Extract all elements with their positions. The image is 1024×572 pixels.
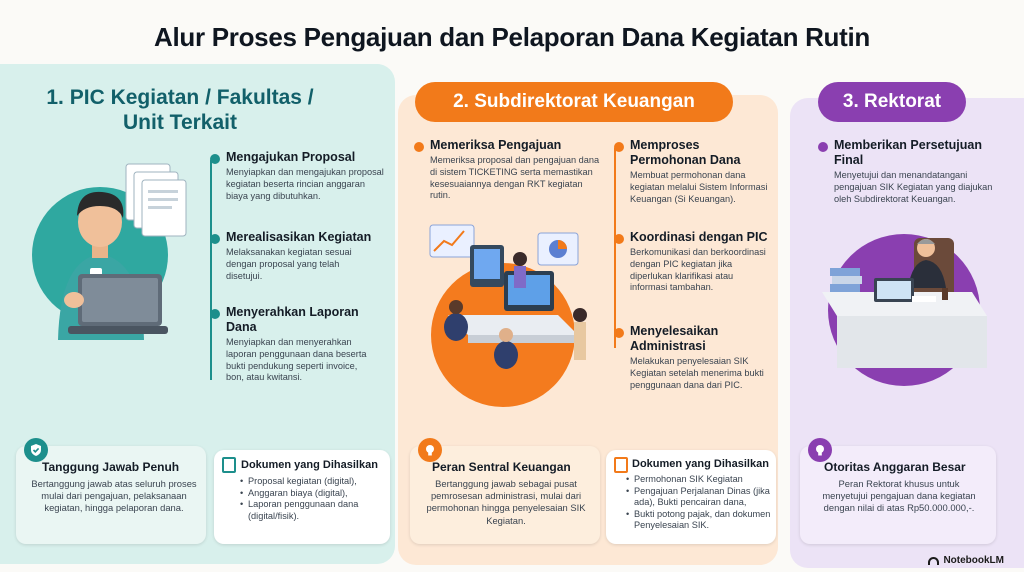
card-peran-sentral [410,446,600,544]
step-title: Memeriksa Pengajuan [430,138,562,152]
card-desc: Peran Rektorat khusus untuk menyetujui pengajuan dana kegiatan dengan nilai di atas Rp50.000.000,-. [822,478,976,514]
step-title: Menyerahkan Laporan Dana [226,305,359,334]
pic-timeline [210,160,212,380]
doc-list [240,476,386,522]
step-marker [210,154,220,164]
card-desc: Bertanggung jawab atas seluruh proses mulai dari pengajuan, pelaksanaan kegiatan, hingga pelaporan dana. [31,478,197,514]
step-marker [614,142,624,152]
document-icon [614,457,628,473]
rector-illustration [822,218,987,398]
doc-list [626,474,772,532]
rektorat-heading: 3. Rektorat [818,82,966,122]
step-desc: Menyetujui dan menandatangani pengajuan SIK Kegiatan yang diajukan oleh Subdirektorat Keuangan. [834,170,993,204]
card-title: Tanggung Jawab Penuh [42,460,180,474]
keuangan-timeline [614,148,616,348]
step-title: Merealisasikan Kegiatan [226,230,372,244]
step-title: Koordinasi dengan PIC [630,230,768,244]
pic-step-2 [226,230,376,282]
keuangan-heading: 2. Subdirektorat Keuangan [415,82,733,122]
pic-person-illustration [30,150,195,340]
step-title: Memberikan Persetujuan Final [834,138,982,167]
keuangan-step-2 [630,138,772,205]
doc-item: • Laporan penggunaan dana (digital/fisik). [240,499,386,522]
step-title: Menyelesaikan Administrasi [630,324,719,353]
step-desc: Menyiapkan dan mengajukan proposal kegiatan beserta rincian anggaran biaya yang dibutuhkan. [226,167,384,201]
card-dokumen-keuangan [606,450,776,544]
lightbulb-icon [418,438,442,462]
card-dokumen-pic [214,450,390,544]
card-tanggung-jawab [16,446,206,544]
shield-check-icon [24,438,48,462]
step-desc: Membuat permohonan dana kegiatan melalui Sistem Informasi Keuangan (Si Keuangan). [630,170,768,204]
step-marker [210,309,220,319]
pic-step-1 [226,150,386,202]
step-desc: Melaksanakan kegiatan sesuai dengan proposal yang telah disetujui. [226,247,352,281]
step-desc: Berkomunikasi dan berkoordinasi dengan PIC kegiatan jika diperlukan klarifikasi atau informasi tambahan. [630,247,766,293]
brand-label: NotebookLM [943,555,1004,566]
document-icon [222,457,236,473]
keuangan-step-3 [630,230,772,294]
step-title: Mengajukan Proposal [226,150,356,164]
step-desc: Menyiapkan dan menyerahkan laporan penggunaan dana beserta bukti pendukung seperti invoice, bon, atau kwitansi. [226,337,367,383]
doc-item: • Permohonan SIK Kegiatan [626,474,772,486]
doc-item: • Proposal kegiatan (digital), [240,476,386,488]
card-otoritas [800,446,996,544]
step-desc: Memeriksa proposal dan pengajuan dana di sistem TICKETING serta memastikan kesesuaiannya dengan RKT kegiatan rutin. [430,155,600,201]
step-marker [614,328,624,338]
step-marker [414,142,424,152]
step-title: Memproses Permohonan Dana [630,138,741,167]
step-marker [210,234,220,244]
step-marker [818,142,828,152]
card-title: Otoritas Anggaran Besar [824,460,966,474]
card-title: Dokumen yang Dihasilkan [241,459,378,471]
page-title: Alur Proses Pengajuan dan Pelaporan Dana Kegiatan Rutin [154,22,870,52]
notebooklm-logo-icon [928,557,939,565]
keuangan-step-4 [630,324,772,391]
pic-heading: 1. PIC Kegiatan / Fakultas / Unit Terkait [46,86,314,134]
rektorat-step-1 [834,138,1000,205]
step-marker [614,234,624,244]
doc-item: • Bukti potong pajak, dan dokumen Penyelesaian SIK. [626,509,772,532]
card-title: Dokumen yang Dihasilkan [632,458,769,470]
doc-item: • Anggaran biaya (digital), [240,488,386,500]
office-team-illustration [418,215,603,415]
card-desc: Bertanggung jawab sebagai pusat pemrosesan administrasi, mulai dari permohonan hingga penyelesaian SIK Kegiatan. [426,478,586,526]
lightbulb-icon [808,438,832,462]
doc-item: • Pengajuan Perjalanan Dinas (jika ada), Bukti pencairan dana, [626,486,772,509]
step-desc: Melakukan penyelesaian SIK Kegiatan setelah menerima bukti penggunaan dana dari PIC. [630,356,764,390]
brand-watermark [928,555,1004,566]
card-title: Peran Sentral Keuangan [432,460,571,474]
keuangan-step-1 [430,138,605,202]
pic-step-3 [226,305,376,384]
